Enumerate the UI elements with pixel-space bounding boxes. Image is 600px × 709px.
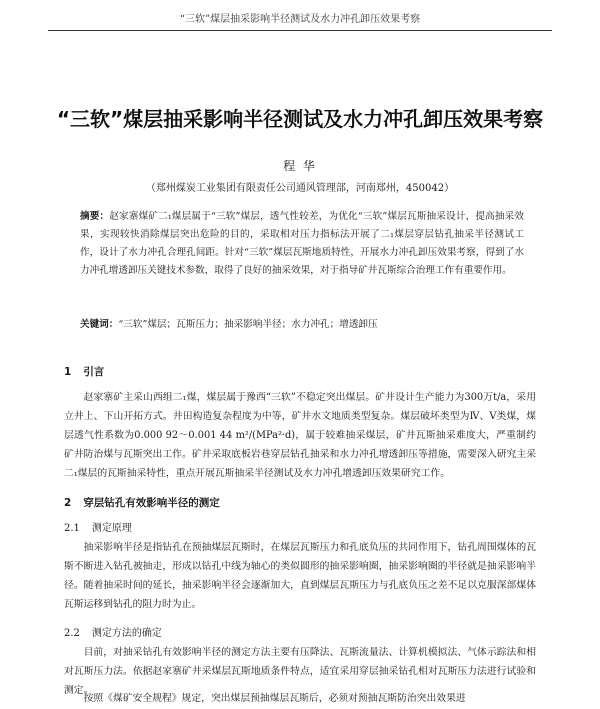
subsection-heading xyxy=(64,519,132,534)
abstract-text: 赵家寨煤矿二₁煤层属于“三软”煤层，透气性较差，为优化“三软”煤层瓦斯抽采设计，提高抽采效果，实现较快消除煤层突出危险的目的，采取相对压力指标法开展了二₁煤层穿层钻孔抽采半径测试工作，设计了水力冲孔合理孔间距。针对“三软”煤层瓦斯地质特性，开展水力冲孔卸压效果考察，得到了水力冲孔增透卸压关键技术参数，取得了良好的抽采效果，对于指导矿井瓦斯综合治理工作有重要作用。 xyxy=(80,211,524,276)
keywords xyxy=(80,316,524,334)
running-header: “三软”煤层抽采影响半径测试及水力冲孔卸压效果考察 xyxy=(179,14,421,25)
subsection-title: 测定方法的确定 xyxy=(91,628,162,639)
subsection-heading xyxy=(64,624,162,639)
paragraph: 赵家寨矿主采山西组二₁煤，煤层属于豫西“三软”不稳定突出煤层。矿井设计生产能力为300万t/a，采用立井上、下山开拓方式。井田构造复杂程度为中等，矿井水文地质类型复杂。煤层破坏类型为Ⅳ、Ⅴ类煤，煤层透气性系数为0.000 92～0.001 44 m²/(MPa²·d)，属于较难抽采煤层，矿井瓦斯抽采难度大，严重制约矿井防治煤与瓦斯突出工作。矿井采取底板岩巷穿层钻孔抽采和水力冲孔增透卸压等措施，需要深入研究主采二₁煤层的瓦斯抽采特性，重点开展瓦斯抽采半径测试及水力冲孔增透卸压效果研究工作。 xyxy=(64,392,536,479)
affiliation: （郑州煤炭工业集团有限责任公司通风管理部，河南郑州，450042） xyxy=(145,183,455,194)
paragraph: 目前，对抽采钻孔有效影响半径的测定方法主要有压降法、瓦斯流量法、计算机模拟法、气体示踪法和相对瓦斯压力法。依据赵家寨矿井采煤层瓦斯地质条件特点，适宜采用穿层抽采钻孔相对瓦斯压力法进行试验和测定。 xyxy=(64,647,536,696)
abstract xyxy=(80,208,524,280)
header-rule xyxy=(48,30,552,31)
section-heading xyxy=(64,364,104,379)
section-title: 穿层钻孔有效影响半径的测定 xyxy=(83,497,220,509)
author: 程 华 xyxy=(283,159,317,173)
paragraph: 按照《煤矿安全规程》规定，突出煤层预抽煤层瓦斯后，必须对预抽瓦斯防治突出效果进 xyxy=(83,693,466,704)
subsection-number: 2.2 xyxy=(64,628,80,639)
section-heading xyxy=(64,495,220,510)
section-number: 1 xyxy=(64,366,72,378)
subsection-title: 测定原理 xyxy=(91,523,132,534)
paragraph: 抽采影响半径是指钻孔在预抽煤层瓦斯时，在煤层瓦斯压力和孔底负压的共同作用下，钻孔周围煤体的瓦斯不断进入钻孔被抽走，形成以钻孔中线为轴心的类似圆形的抽采影响圈，抽采影响圈的半径就是抽采影响半径。随着抽采时间的延长，抽采影响半径会逐渐加大，直到煤层瓦斯压力与孔底负压之差不足以克服深部煤体瓦斯运移到钻孔的阻力时为止。 xyxy=(64,542,536,610)
section-number: 2 xyxy=(64,497,72,509)
keywords-label: 关键词： xyxy=(80,319,119,330)
keywords-text: “三软”煤层；瓦斯压力；抽采影响半径；水力冲孔；增透卸压 xyxy=(118,319,378,330)
paper-title: “三软”煤层抽采影响半径测试及水力冲孔卸压效果考察 xyxy=(56,107,544,131)
section-title: 引言 xyxy=(83,366,105,378)
subsection-number: 2.1 xyxy=(64,523,80,534)
abstract-label: 摘要： xyxy=(80,211,110,222)
